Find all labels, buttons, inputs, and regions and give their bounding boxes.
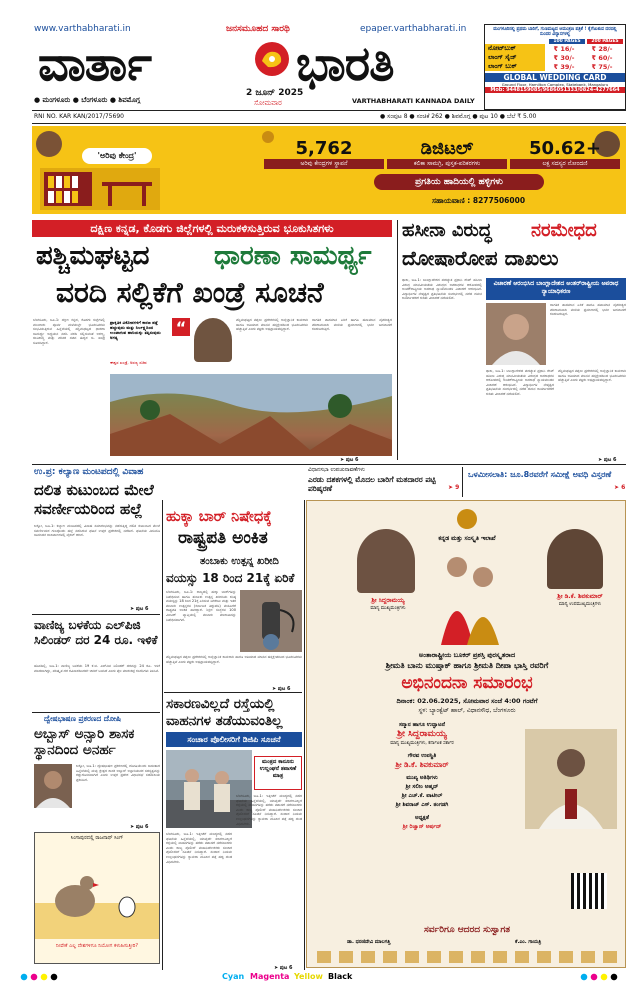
bookshelf-illustration [40, 168, 160, 210]
registration-dots-left [20, 973, 70, 981]
color-bar [0, 970, 640, 988]
sponsor-logos [317, 951, 617, 963]
signatory-2: ಕೆ.ಎಂ. ಗಾಯತ್ರಿ [515, 939, 542, 945]
dalit-headline: ದಲಿತ ಕುಟುಂಬದ ಮೇಲೆ ಸವರ್ಣೀಯರಿಂದ ಹಲ್ಲೆ [34, 481, 154, 518]
stat2 [387, 138, 507, 169]
tagline: ಜನಸಮೂಹದ ಸಾರಥಿ [226, 24, 290, 34]
hookah-body-col2: ಪಶ್ಚಿಮಘಟ್ಟದ ತಪ್ಪಲು ಪ್ರದೇಶಗಳಲ್ಲಿ ಅವೈಜ್ಞಾನಿಕ ಕಾಮಗಾರಿ ಹಾಗೂ ಅತಿಯಾದ ಮಾನವ ಹಸ್ತಕ್ಷೇಪದಿಂದ ಭೂಕುಸಿತಗಳು ಹೆಚ್ಚುತ್ತಿವೆ ಎಂದು ತಜ್ಞರು ಅಭಿಪ್ರಾಯಪಟ್ಟಿದ್ದಾರೆ. [166, 655, 302, 664]
arivu-kendra-ad[interactable] [32, 126, 626, 214]
ad-price-rows [485, 44, 625, 71]
rni-number: RNI NO. KAR KAN/2017/75690 [34, 113, 124, 120]
stat2-label: ಕಲಿಕಾ ಸಾಮಗ್ರಿ, ಪುಸ್ತಕ-ಪರಿಕರಗಳು [387, 159, 507, 169]
traffic-body-col2: ಬೆಂಗಳೂರು, ಜೂ.1: ಇತ್ತೀಚೆಗೆ ಮಂಡ್ಯದಲ್ಲಿ ನಡೆದ ಘಟನೆಯ ಹಿನ್ನೆಲೆಯಲ್ಲಿ, ಯಾವುದೇ ಸಕಾರಣವಿಲ್ಲದೆ ರಸ್ತೆಯಲ್ಲಿ ವಾಹನಗಳನ್ನು ತಡೆದು ತಪಾಸಣೆ ನಡೆಸಬಾರದು ಎಂದು ರಾಜ್ಯ ಪೊಲೀಸ್ ಮಹಾನಿರ್ದೇಶಕರು ಸಂಚಾರ ಪೊಲೀಸರಿಗೆ ಸೂಚನೆ ನೀಡಿದ್ದಾರೆ. ಸಂಚಾರ ನಿಯಮ ಉಲ್ಲಂಘನೆಗಳನ್ನು ಕ್ಯಾಮರಾ ಮೂಲಕ ಪತ್ತೆ ಹಚ್ಚಿ ದಂಡ ವಿಧಿಸಬೇಕು. [236, 794, 302, 826]
site-url-left[interactable]: www.varthabharati.in [34, 24, 131, 34]
ad-address: Ground Floor, Hamilton Complex, Statebank, Mangaluru [501, 82, 609, 87]
honorees-photo [437, 549, 503, 645]
ad-row-price: ₹ 39/- [553, 62, 575, 71]
traffic-box: ಮಂತ್ರದ ಕಾನೂನು ಉಲ್ಲಂಘನೆ ತಪಾಸಣೆ ಮಾತ್ರ [254, 756, 302, 790]
lead-headline-b: ಧಾರಣಾ ಸಾಮರ್ಥ್ಯ [214, 241, 372, 271]
signatory-1: ಡಾ. ಧರಣಿದೇವಿ ಮಾಲಗತ್ತಿ [347, 939, 391, 945]
hasina-body-col2: ಜಾಗತಿಕ ತಾಪಮಾನ ಏರಿಕೆ ಹಾಗೂ ಹವಾಮಾನ ವೈಪರೀತ್ಯದ ಪರಿಣಾಮವಾಗಿ ಮಳೆಯ ಪ್ರಮಾಣದಲ್ಲಿ ಭಾರೀ ಬದಲಾವಣೆ ಕಂಡುಬರುತ್ತಿದೆ. [550, 303, 626, 317]
bypoll-kicker: ವಿಧಾನಸಭಾ ಉಪಚುನಾವಣೆಗಳು [308, 467, 365, 473]
ad-slogan: ಪ್ರಗತಿಯ ಹಾದಿಯಲ್ಲಿ ಹಳ್ಳಿಗಳು [374, 174, 544, 190]
chief-label: ಮುಖ್ಯ ಅತಿಥಿಗಳು [406, 775, 438, 781]
lead-quote-by: ಈಶ್ವರ ಖಂಡ್ರೆ, ಅರಣ್ಯ ಸಚಿವ [110, 360, 147, 365]
event-honorees: ಶ್ರೀಮತಿ ಬಾನು ಮುಷ್ತಾಕ್ ಹಾಗೂ ಶ್ರೀಮತಿ ದೀಪಾ ಭಾಸ್ತಿ ರವರಿಗೆ [385, 661, 549, 670]
hasina-subhead: ವಿಚಾರಣೆ ಆರಂಭಿಸಿದ ಬಾಂಗ್ಲಾದೇಶದ ಅಂತರ್‌ರಾಷ್ಟ್ರೀಯ ಅಪರಾಧ ನ್ಯಾಯಾಧಿಕರಣ [486, 278, 626, 300]
presided-name: ಶ್ರೀ ರಿಜ್ವಾನ್ ಅರ್ಷದ್ [402, 824, 442, 830]
stat1 [264, 138, 384, 169]
event-datetime: ದಿನಾಂಕ: 02.06.2025, ಸೋಮವಾರ ಸಂಜೆ 4:00 ಗಂಟೆಗೆ [396, 697, 538, 705]
color-yellow: Yellow [294, 972, 323, 981]
minister-photo [194, 318, 232, 362]
section-rule [32, 464, 626, 465]
dcm-photo [547, 529, 603, 589]
issue-date: 2 ಜೂನ್ 2025 [246, 88, 304, 98]
cartoon-drawing [35, 843, 160, 939]
inaug-label: ಸನ್ಮಾನ ಹಾಗೂ ಉದ್ಘಾಟನೆ [398, 722, 446, 728]
lpg-rule [32, 614, 160, 615]
traffic-headline: ಸಕಾರಣವಿಲ್ಲದೆ ರಸ್ತೆಯಲ್ಲಿ ವಾಹನಗಳ ತಡೆಯುವಂತಿಲ್ಲ [166, 696, 283, 729]
ad-row-price: ₹ 16/- [553, 44, 575, 53]
landslide-photo [110, 374, 392, 456]
stat1-label: ಅರಿವು ಕೇಂದ್ರಗಳ ಸ್ಥಾಪನೆ [264, 159, 384, 169]
ad-col-100: 100 PAGES [549, 39, 585, 44]
hasina-photo [486, 303, 546, 365]
abbas-headline: ಅಬ್ಬಾಸ್ ಅನ್ಸಾರಿ ಶಾಸಕ ಸ್ಥಾನದಿಂದ ಅನರ್ಹ [34, 726, 135, 758]
ad-row-price: ₹ 60/- [591, 53, 613, 62]
qr-code[interactable] [571, 873, 607, 909]
lead-headline-a: ಪಶ್ಚಿಮಘಟ್ಟದ [36, 241, 150, 271]
reservation-ref[interactable]: ➤ 6 [614, 484, 626, 491]
hookah-headline-b: ರಾಷ್ಟ್ರಪತಿ ಅಂಕಿತ [178, 528, 268, 548]
hasina-headline-c: ದೋಷಾರೋಪ ದಾಖಲು [402, 246, 559, 270]
cartoon-caption-bottom: ನೀವೇಕೆ ಎಲ್ಲ ದೇಶಗಳಿಗೂ ನಿಯೋಗ ಕಳುಹಿಸುತ್ತೀರಿ? [55, 943, 139, 949]
abbas-body: ಲಕ್ನೋ, ಜೂ.1: ದ್ವೇಷಭಾಷಣ ಪ್ರಕರಣದಲ್ಲಿ ದೋಷಿಯೆಂದು ಸಾಬೀತಾದ ಹಿನ್ನೆಲೆಯಲ್ಲಿ ಮವು ಕ್ಷೇತ್ರದ ಶಾಸಕ ಅಬ್ಬಾಸ್ ಅನ್ಸಾರಿಯವರ ಸದಸ್ಯತ್ವವನ್ನು ರದ್ದುಗೊಳಿಸಲಾಗಿದೆ ಎಂದು ಉತ್ತರ ಪ್ರದೇಶ ವಿಧಾನಸಭೆ ಸಚಿವಾಲಯ ಪ್ರಕಟಿಸಿದೆ. [76, 764, 160, 782]
presided-label: ಅಧ್ಯಕ್ಷತೆ [414, 815, 430, 821]
bypoll-ref[interactable]: ➤ 9 [448, 484, 460, 491]
hookah-headline-a: ಹುಕ್ಕಾ ಬಾರ್ ನಿಷೇಧಕ್ಕೆ [166, 509, 272, 525]
cartoon [34, 832, 160, 964]
ad-brand: GLOBAL WEDDING CARD [485, 73, 625, 82]
hookah-body-col1: ಬೆಂಗಳೂರು, ಜೂ.1: ರಾಜ್ಯದಲ್ಲಿ ಹುಕ್ಕಾ ಬಾರ್‌ಗಳನ್ನು ನಿಷೇಧಿಸುವ ಹಾಗೂ ತಂಬಾಕು ಉತ್ಪನ್ನ ಖರೀದಿಯ ಕನಿಷ್ಠ ವಯಸ್ಸನ್ನು 18 ರಿಂದ 21ಕ್ಕೆ ಏರಿಸುವ ಸಿಗರೇಟು ಮತ್ತು ಇತರ ತಂಬಾಕು ಉತ್ಪನ್ನಗಳ (ಕರ್ನಾಟಕ ತಿದ್ದುಪಡಿ) ಮಸೂದೆಗೆ ರಾಷ್ಟ್ರಪತಿ ಅಂಕಿತ ಹಾಕಿದ್ದಾರೆ. ಶಿಕ್ಷಣ ಸಂಸ್ಥೆಗಳ 100 ಮೀಟರ್ ವ್ಯಾಪ್ತಿಯಲ್ಲಿ ತಂಬಾಕು ಮಾರಾಟವನ್ನು ನಿಷೇಧಿಸಲಾಗಿದೆ. [166, 590, 236, 622]
hasina-body-col3: ಢಾಕಾ, ಜೂ.1: ಬಾಂಗ್ಲಾದೇಶದ ಪದಚ್ಯುತ ಪ್ರಧಾನಿ ಶೇಖ್ ಹಸೀನಾ ವಿರುದ್ಧ ಮಾನವೀಯತೆಯ ವಿರುದ್ಧದ ಅಪರಾಧಗಳ ಆರೋಪದಲ್ಲಿ ಅಂತರ್‌ರಾಷ್ಟ್ರೀಯ ಅಪರಾಧ ನ್ಯಾಯಮಂಡಳಿ ವಿಚಾರಣೆ ಆರಂಭಿಸಿದೆ. ವಿದ್ಯಾರ್ಥಿಗಳ ನೇತೃತ್ವದ ಪ್ರತಿಭಟನೆಯ ಸಂದರ್ಭದಲ್ಲಿ ನಡೆದ ದಮನ ಕಾರ್ಯಾಚರಣೆ ಕುರಿತು ವಿಚಾರಣೆ ನಡೆಯಲಿದೆ. [486, 369, 554, 396]
cartoon-caption-top: ಸಿಂಗಾಪುರದಲ್ಲಿ ರಾಜನಾಥ್ ಸಿಂಗ್ [70, 835, 124, 841]
issue-weekday: ಸೋಮವಾರ [254, 99, 282, 107]
hasina-headline-b: ನರಮೇಧದ [531, 220, 597, 241]
dcm-role: ಮಾನ್ಯ ಉಪಮುಖ್ಯಮಂತ್ರಿಗಳು [558, 602, 602, 607]
abbas-rule [32, 712, 160, 713]
ad-row-price: ₹ 30/- [553, 53, 575, 62]
bypoll-headline[interactable]: ಎರಡು ದಶಕಗಳಲ್ಲಿ ಮೊದಲ ಬಾರಿಗೆ ಮತದಾರರ ಪಟ್ಟಿ ಪರಿಷ್ಕರಣೆ [308, 475, 436, 493]
inaug-role: ಮಾನ್ಯ ಮುಖ್ಯಮಂತ್ರಿಗಳು, ಕರ್ನಾಟಕ ಸರ್ಕಾರ [390, 741, 454, 746]
abhinandana-ad[interactable] [306, 500, 626, 968]
abbas-photo [34, 764, 72, 808]
abbas-kicker: ದ್ವೇಷಭಾಷಣ ಪ್ರಕರಣದ ದೋಷಿ [44, 714, 121, 723]
wedding-card-ad[interactable] [484, 24, 626, 110]
ad-row-label: ಲಾಂಗ್ ಸೈಜ್ [485, 53, 545, 62]
dalit-body: ಲಕ್ನೋ, ಜೂ.1: ಕಲ್ಯಾಣ ಮಂಟಪದಲ್ಲಿ ವಿವಾಹ ಸಮಾರಂಭವನ್ನು ನಡೆಸುತ್ತಿದ್ದ ದಲಿತ ಕುಟುಂಬದ ಮೇಲೆ ಸವರ್ಣೀಯರ ಗುಂಪೊಂದು ಹಲ್ಲೆ ನಡೆಸಿರುವ ಘಟನೆ ಉತ್ತರ ಪ್ರದೇಶದಲ್ಲಿ ನಡೆದಿದೆ. ಘಟನೆಯ ವೀಡಿಯೊ ಸಾಮಾಜಿಕ ಜಾಲತಾಣಗಳಲ್ಲಿ ವೈರಲ್ ಆಗಿದೆ. [34, 524, 160, 538]
cm-role: ಮಾನ್ಯ ಮುಖ್ಯಮಂತ್ರಿಗಳು [370, 606, 406, 611]
lpg-headline: ವಾಣಿಜ್ಯ ಬಳಕೆಯ ಎಲ್‌ಪಿಜಿ ಸಿಲಿಂಡರ್ ದರ 24 ರೂ. ಇಳಿಕೆ [34, 618, 158, 647]
event-title: ಅಭಿನಂದನಾ ಸಮಾರಂಭ [401, 673, 533, 693]
ad-row-price: ₹ 28/- [591, 44, 613, 53]
hasina-body: ಢಾಕಾ, ಜೂ.1: ಬಾಂಗ್ಲಾದೇಶದ ಪದಚ್ಯುತ ಪ್ರಧಾನಿ ಶೇಖ್ ಹಸೀನಾ ವಿರುದ್ಧ ಮಾನವೀಯತೆಯ ವಿರುದ್ಧದ ಅಪರಾಧಗಳ ಆರೋಪದಲ್ಲಿ ಅಂತರ್‌ರಾಷ್ಟ್ರೀಯ ಅಪರಾಧ ನ್ಯಾಯಮಂಡಳಿ ವಿಚಾರಣೆ ಆರಂಭಿಸಿದೆ. ವಿದ್ಯಾರ್ಥಿಗಳ ನೇತೃತ್ವದ ಪ್ರತಿಭಟನೆಯ ಸಂದರ್ಭದಲ್ಲಿ ನಡೆದ ದಮನ ಕಾರ್ಯಾಚರಣೆ ಕುರಿತು ವಿಚಾರಣೆ ನಡೆಯಲಿದೆ. [402, 278, 482, 301]
stat1-value: 5,762 [295, 138, 353, 159]
strip-rule [462, 467, 463, 497]
minister-speaking-photo [525, 729, 617, 829]
govt-emblem-small [457, 509, 477, 529]
registration-dots-right [580, 973, 630, 981]
hasina-headline-a: ಹಸೀನಾ ವಿರುದ್ಧ [402, 220, 492, 241]
hookah-subhead-b: ವಯಸ್ಸು 18 ರಿಂದ 21ಕ್ಕೆ ಏರಿಕೆ [166, 571, 295, 585]
traffic-body-col1: ಬೆಂಗಳೂರು, ಜೂ.1: ಇತ್ತೀಚೆಗೆ ಮಂಡ್ಯದಲ್ಲಿ ನಡೆದ ಘಟನೆಯ ಹಿನ್ನೆಲೆಯಲ್ಲಿ, ಯಾವುದೇ ಸಕಾರಣವಿಲ್ಲದೆ ರಸ್ತೆಯಲ್ಲಿ ವಾಹನಗಳನ್ನು ತಡೆದು ತಪಾಸಣೆ ನಡೆಸಬಾರದು ಎಂದು ರಾಜ್ಯ ಪೊಲೀಸ್ ಮಹಾನಿರ್ದೇಶಕರು ಸಂಚಾರ ಪೊಲೀಸರಿಗೆ ಸೂಚನೆ ನೀಡಿದ್ದಾರೆ. ಸಂಚಾರ ನಿಯಮ ಉಲ್ಲಂಘನೆಗಳನ್ನು ಕ್ಯಾಮರಾ ಮೂಲಕ ಪತ್ತೆ ಹಚ್ಚಿ ದಂಡ ವಿಧಿಸಬೇಕು. [166, 832, 232, 864]
event-venue: ಸ್ಥಳ: ಬ್ಯಾಂಕ್ವೆಟ್ ಹಾಲ್, ವಿಧಾನಸೌಧ, ಬೆಂಗಳೂರು [418, 707, 516, 714]
dept-name: ಕನ್ನಡ ಮತ್ತು ಸಂಸ್ಕೃತಿ ಇಲಾಖೆ [438, 535, 496, 542]
lead-body-col1: ಬೆಂಗಳೂರು, ಜೂ.1: ದಕ್ಷಿಣ ಕನ್ನಡ, ಕೊಡಗು ಜಿಲ್ಲೆಗಳಲ್ಲಿ ಮುಂಗಾರು ಪೂರ್ವ ಮಳೆಯಲ್ಲೇ ಭೂಕುಸಿತಗಳು ಸಂಭವಿಸುತ್ತಿರುವ ಹಿನ್ನೆಲೆಯಲ್ಲಿ ಪಶ್ಚಿಮಘಟ್ಟದ ಧಾರಣಾ ಸಾಮರ್ಥ್ಯ ಅಧ್ಯಯನ ನಡೆಸಿ ವರದಿ ಸಲ್ಲಿಸುವಂತೆ ಅರಣ್ಯ, ಜೀವಿಶಾಸ್ತ್ರ ಮತ್ತು ಪರಿಸರ ಸಚಿವ ಈಶ್ವರ ಬಿ. ಖಂಡ್ರೆ ಸೂಚಿಸಿದ್ದಾರೆ. [33, 318, 105, 345]
cm-photo [357, 529, 415, 593]
ad-row-price: ₹ 75/- [591, 62, 613, 71]
column-rule-mid [304, 500, 305, 970]
lead-body-col3: ಪಶ್ಚಿಮಘಟ್ಟದ ತಪ್ಪಲು ಪ್ರದೇಶಗಳಲ್ಲಿ ಅವೈಜ್ಞಾನಿಕ ಕಾಮಗಾರಿ ಹಾಗೂ ಅತಿಯಾದ ಮಾನವ ಹಸ್ತಕ್ಷೇಪದಿಂದ ಭೂಕುಸಿತಗಳು ಹೆಚ್ಚುತ್ತಿವೆ ಎಂದು ತಜ್ಞರು ಅಭಿಪ್ರಾಯಪಟ್ಟಿದ್ದಾರೆ. [236, 318, 308, 332]
edition-list: ● ಮಂಗಳೂರು ● ಬೆಂಗಳೂರು ● ಶಿವಮೊಗ್ಗ [34, 96, 141, 104]
dalit-continued[interactable]: ➤ ಪುಟ 6 [130, 606, 149, 612]
ad-label: 'ಅರಿವು ಕೇಂದ್ರ' [82, 148, 152, 164]
chief-guest: ಶ್ರೀ ಶಿವರಾಜ್ ಎಸ್. ತಂಗಡಗಿ [395, 802, 449, 808]
stat3-value: 50.62+ [528, 138, 602, 159]
lead-body-col4: ಜಾಗತಿಕ ತಾಪಮಾನ ಏರಿಕೆ ಹಾಗೂ ಹವಾಮಾನ ವೈಪರೀತ್ಯದ ಪರಿಣಾಮವಾಗಿ ಮಳೆಯ ಪ್ರಮಾಣದಲ್ಲಿ ಭಾರೀ ಬದಲಾವಣೆ ಕಂಡುಬರುತ್ತಿದೆ. [312, 318, 392, 332]
ad-mobile[interactable]: Mob: 9448159085/9686051333/0824-4277664 [485, 87, 625, 93]
minister-photo-left [36, 131, 62, 157]
ad-row-label: ಲಾಂಗ್ ಬುಕ್ [485, 62, 545, 71]
dcm-name: ಶ್ರೀ ಡಿ.ಕೆ. ಶಿವಕುಮಾರ್ [557, 593, 603, 600]
dalit-kicker: ಉ.ಪ್ರ: ಕಲ್ಯಾಣ ಮಂಟಪದಲ್ಲಿ ವಿವಾಹ [34, 467, 144, 477]
english-name: VARTHABHARATI KANNADA DAILY [352, 97, 475, 105]
logo-emblem [253, 40, 291, 78]
column-rule-left [162, 500, 163, 970]
event-intro: ಅಂತಾರಾಷ್ಟ್ರೀಯ ಬೂಕರ್ ಪ್ರಶಸ್ತಿ ಪುರಸ್ಕೃತರಾದ [418, 651, 516, 659]
masthead-title-left: ವಾರ್ತಾ [38, 36, 152, 92]
lead-headline-c: ವರದಿ ಸಲ್ಲಿಕೆಗೆ ಖಂಡ್ರೆ ಸೂಚನೆ [56, 276, 324, 309]
color-magenta: Magenta [250, 972, 290, 981]
traffic-rule [164, 692, 302, 693]
masthead-rule [32, 110, 626, 111]
abbas-continued[interactable]: ➤ ಪುಟ 6 [130, 824, 149, 830]
chief-guest: ಶ್ರೀ ಸಲೀಂ ಅಹ್ಮದ್ [405, 784, 439, 790]
hookah-strip-box [162, 467, 302, 509]
reservation-headline[interactable]: ಒಳಮೀಸಲಾತಿ: ಜೂ.8ರವರೆಗೆ ಸಮೀಕ್ಷೆ ಅವಧಿ ವಿಸ್ತರಣೆ [468, 470, 612, 479]
traffic-continued[interactable]: ➤ ಪುಟ 6 [274, 965, 293, 971]
event-footer: ಸರ್ವರಿಗೂ ಆದರದ ಸುಸ್ವಾಗತ [423, 925, 511, 935]
hasina-body-col4: ಪಶ್ಚಿಮಘಟ್ಟದ ತಪ್ಪಲು ಪ್ರದೇಶಗಳಲ್ಲಿ ಅವೈಜ್ಞಾನಿಕ ಕಾಮಗಾರಿ ಹಾಗೂ ಅತಿಯಾದ ಮಾನವ ಹಸ್ತಕ್ಷೇಪದಿಂದ ಭೂಕುಸಿತಗಳು ಹೆಚ್ಚುತ್ತಿವೆ ಎಂದು ತಜ್ಞರು ಅಭಿಪ್ರಾಯಪಟ್ಟಿದ್ದಾರೆ. [558, 369, 626, 383]
hookah-continued[interactable]: ➤ ಪುಟ 6 [272, 686, 291, 692]
ad-col-200: 200 PAGES [587, 39, 623, 44]
column-rule [397, 220, 398, 460]
hookah-subhead-a: ತಂಬಾಕು ಉತ್ಪನ್ನ ಖರೀದಿ [200, 556, 279, 567]
color-black: Black [328, 972, 353, 981]
lead-continued[interactable]: ➤ ಪುಟ 6 [340, 457, 359, 463]
ad-row-label: ನೋಟ್‌ಬುಕ್ [485, 44, 545, 53]
stat3-label: ಲಕ್ಷ ಸದಸ್ಯರ ನೋಂದಣಿ [510, 159, 620, 169]
stat2-value: ಡಿಜಿಟಲ್ [420, 138, 474, 159]
chief-guest: ಶ್ರೀ ಎಚ್.ಕೆ. ಪಾಟೀಲ್ [401, 793, 443, 799]
lpg-body: ಹೊಸದಿಲ್ಲಿ, ಜೂ.1: ವಾಣಿಜ್ಯ ಬಳಕೆಯ 19 ಕೆ.ಜಿ. ಎಲ್‌ಪಿಜಿ ಸಿಲಿಂಡರ್ ದರವನ್ನು 24 ರೂ. ಇಳಿಕೆ ಮಾಡಲಾಗಿದ್ದು, ಪರಿಷ್ಕೃತ ದರ ರವಿವಾರದಿಂದಲೇ ಜಾರಿಗೆ ಬಂದಿದೆ ಎಂದು ತೈಲ ಮಾರುಕಟ್ಟೆ ಕಂಪೆನಿಗಳು ತಿಳಿಸಿವೆ. [34, 664, 160, 673]
guest-label: ಗೌರವ ಉಪಸ್ಥಿತಿ [407, 753, 437, 759]
info-rule [32, 123, 626, 124]
guest-name: ಶ್ರೀ ಡಿ.ಕೆ. ಶಿವಕುಮಾರ್ [395, 761, 449, 769]
ad-helpline[interactable]: ಸಹಾಯವಾಣಿ : 8277506000 [432, 196, 526, 205]
hookah-photo [240, 590, 302, 652]
quote-icon: “ [172, 318, 190, 336]
color-cyan: Cyan [222, 972, 245, 981]
issue-info: ● ಸಂಪುಟ 8 ● ಸಂಚಿಕೆ 262 ● ಶಿವಮೊಗ್ಗ ● ಪುಟ 10 ● ಬೆಲೆ ₹ 5.00 [380, 113, 537, 120]
site-url-right[interactable]: epaper.varthabharati.in [360, 24, 467, 34]
masthead-title-right: ಭಾರತಿ [296, 36, 394, 92]
event-program [327, 721, 517, 921]
ad-top-text: ಮಂಗಳೂರಿನಲ್ಲಿ ಪ್ರಥಮ ಬಾರಿಗೆ, ಗುಣಮಟ್ಟದ ಆಮಂತ್ರಣ ಪತ್ರಿಕೆ ! ಕೈಗೆಟುಕುವ ದರದಲ್ಲಿ ಸುಂದರ ವಿನ್ಯಾಸಗಳಲ್ಲಿ [493, 27, 617, 37]
stat3 [510, 138, 620, 169]
inaug-name: ಶ್ರೀ ಸಿದ್ದರಾಮಯ್ಯ [397, 729, 447, 739]
cm-name: ಶ್ರೀ ಸಿದ್ದರಾಮಯ್ಯ [371, 597, 405, 604]
hasina-continued[interactable]: ➤ ಪುಟ 6 [598, 457, 617, 463]
lead-quote-box [110, 318, 232, 368]
lead-story-kicker: ದಕ್ಷಿಣ ಕನ್ನಡ, ಕೊಡಗು ಜಿಲ್ಲೆಗಳಲ್ಲಿ ಮರುಕಳಿಸುತ್ತಿರುವ ಭೂಕುಸಿತಗಳು [32, 220, 392, 237]
traffic-subhead: ಸಂಚಾರ ಪೊಲೀಸರಿಗೆ ಡಿಜಿಪಿ ಸೂಚನೆ [166, 732, 302, 747]
lead-quote: ಪ್ರಾಕೃತಿಕ ವಿಕೋಪಗಳಿಗೆ ಕಾರಣ ಪತ್ತೆ ಹಚ್ಚುವುದು ಮತ್ತು ನಿರ್ಲಕ್ಷ್ಯದಿಂದ ಉಂಟಾಗುವ ಹಾನಿಯನ್ನು ತಪ್ಪಿಸುವುದು ಅಗತ್ಯ [110, 320, 161, 340]
